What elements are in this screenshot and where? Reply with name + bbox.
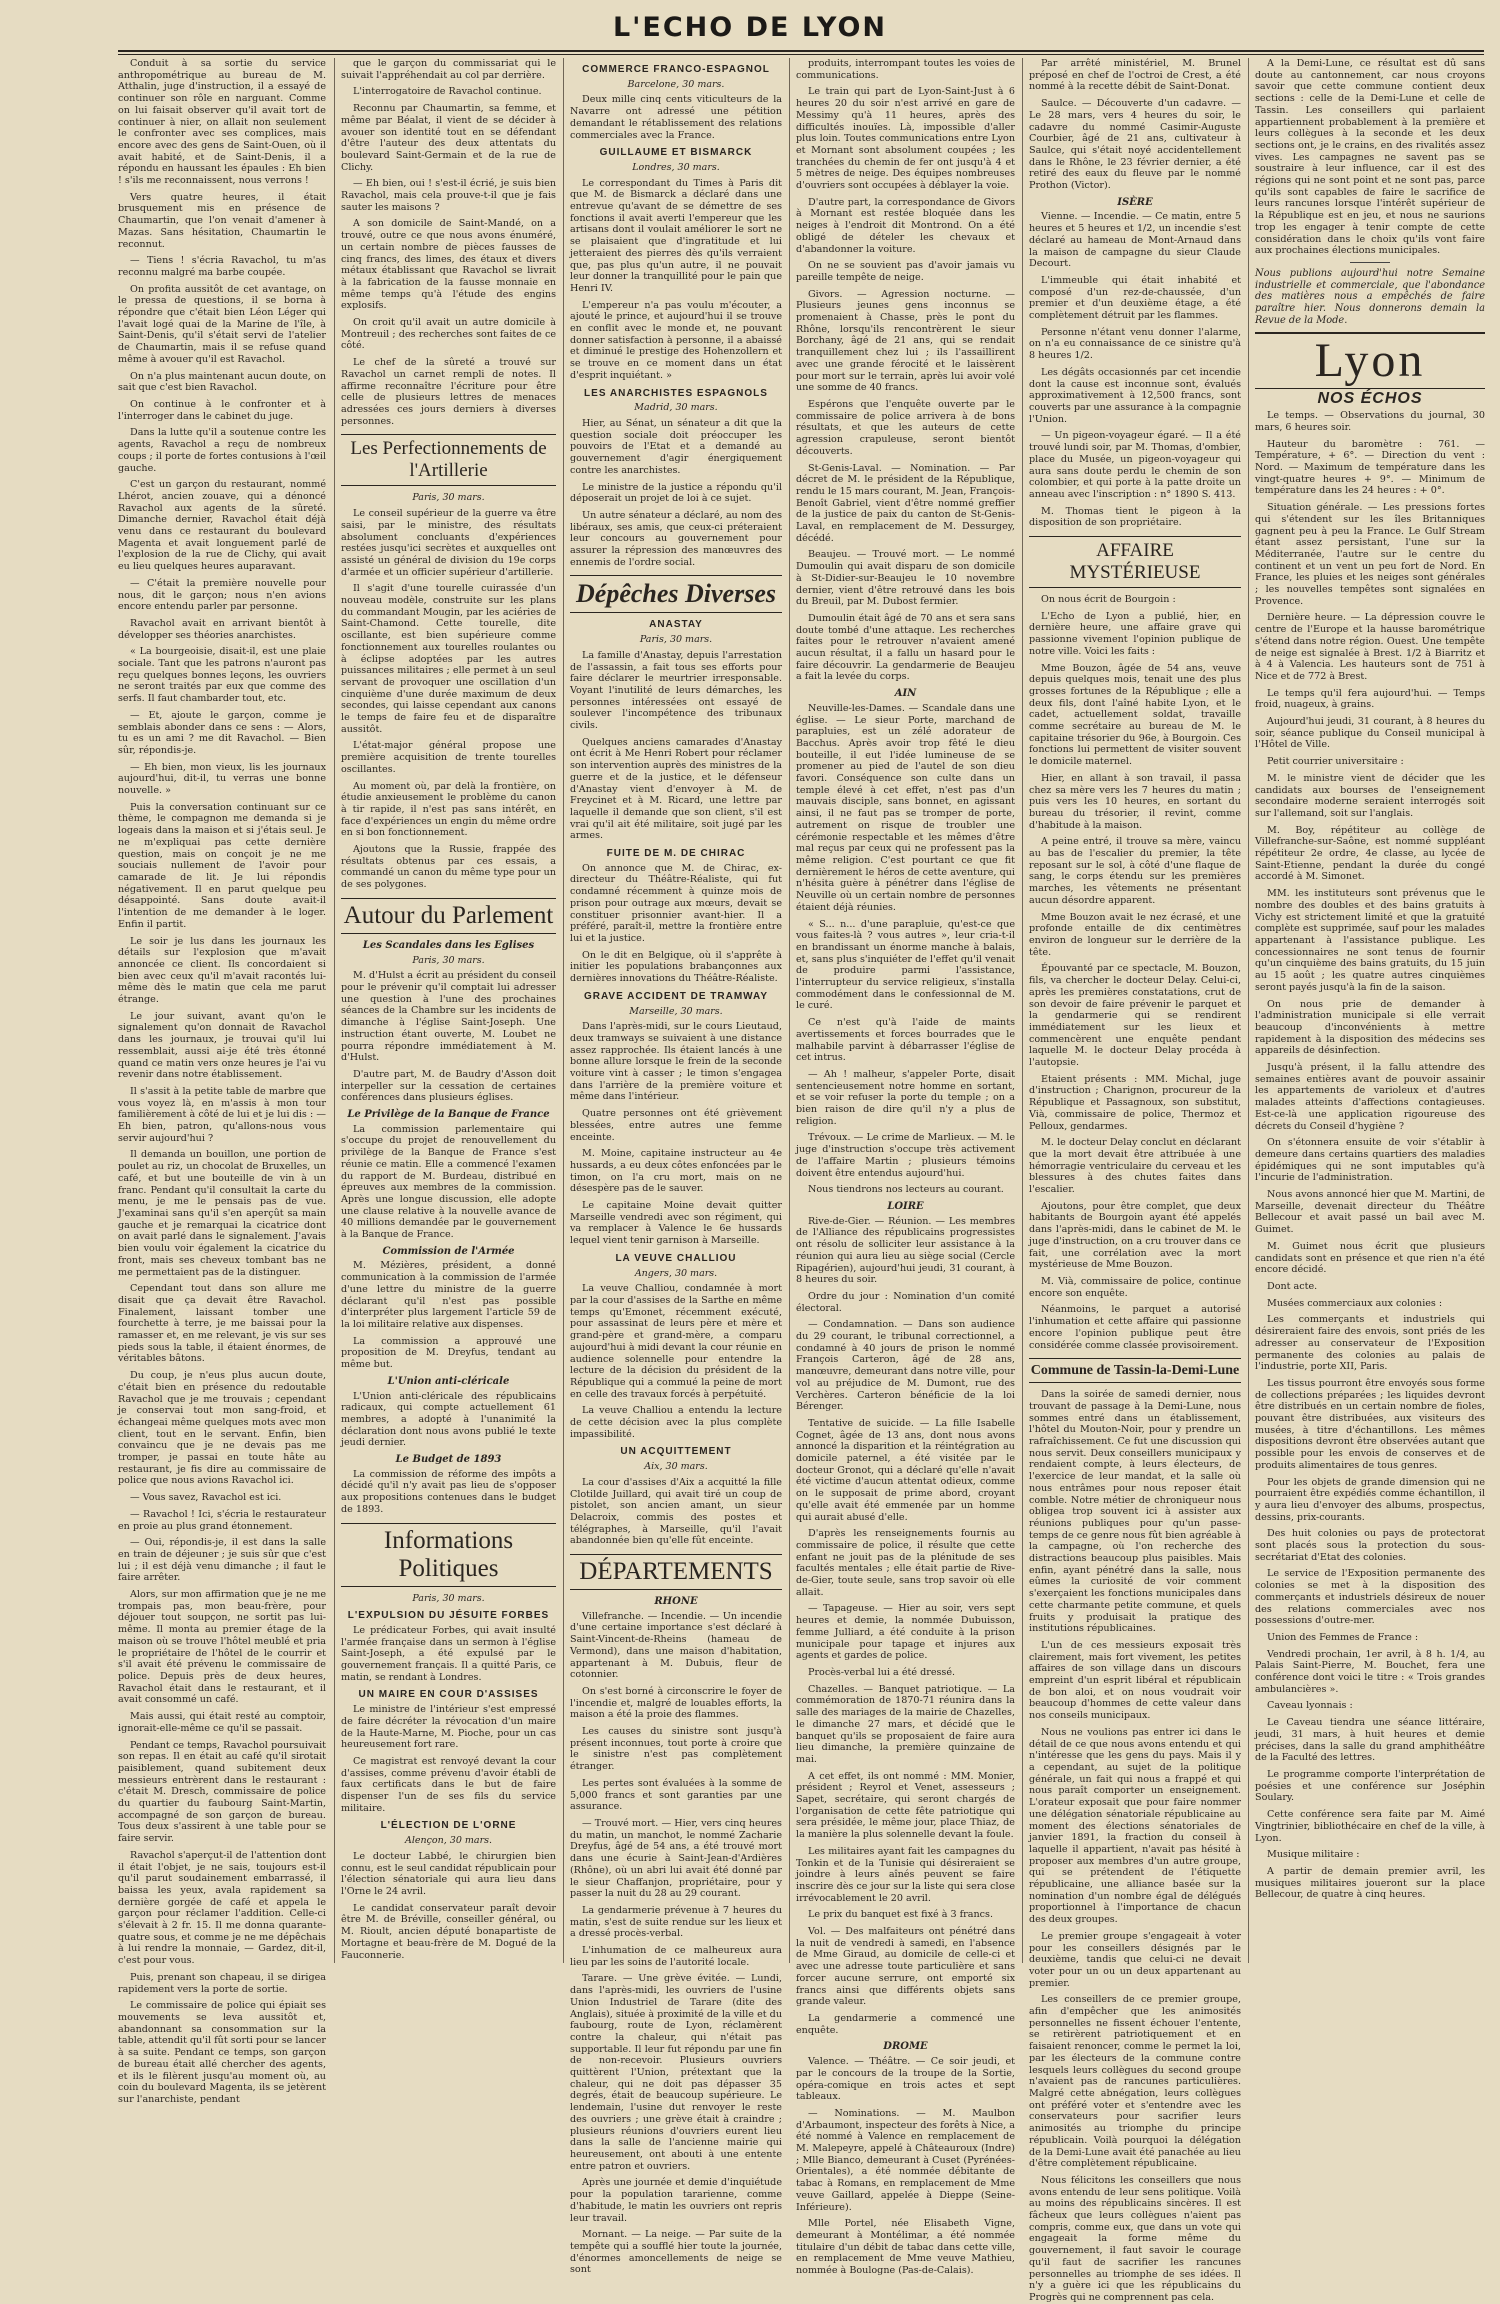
article-ain: [796, 703, 1015, 1196]
rubric-tramway: GRAVE ACCIDENT DE TRAMWAY: [583, 990, 769, 1002]
article-bismarck: [570, 178, 782, 382]
paragraph: D'après les renseignements fournis au commissaire de police, il résulte que cette enfant ne jouit pas de la plénitude de ses facultés mentales ; elle était partie de Rive-de-Gier, toute seule, sans trop savoir où elle allait.: [796, 1528, 1015, 1598]
paragraph: Le candidat conservateur paraît devoir être M. de Bréville, conseiller général, ou M. Rioult, ancien député bonapartiste de Mortagne et beau-frère de M. Dogué de la Fauconnerie.: [341, 1902, 556, 1961]
paragraph: Nous ne voulions pas entrer ici dans le détail de ce que nous avons entendu et qui n'intéresse que les gens du pays. Mais il y a cependant, au sujet de la politique générale, un fait qui nous a frappé et qui nous paraît comporter un enseignement. L'orateur exposait que pour faire nommer une délégation sénatoriale républicaine au moment des élections sénatoriales de janvier 1891, la fraction du conseil à laquelle il appartient, n'avait pas hésité à proposer aux membres d'un autre groupe, qui se prétendent de l'étiquette républicaine, une alliance basée sur la nomination d'un nombre égal de délégués proportionnel à l'importance de chacun des deux groupes.: [1029, 1726, 1241, 1926]
column-separator: [563, 58, 564, 1963]
paragraph: Les commerçants et industriels qui désireraient faire des envois, sont priés de les adresser au conservateur de l'Exposition permanente des colonies au palais de l'industrie, porte XII, Paris.: [1255, 1314, 1485, 1373]
paragraph: Union des Femmes de France :: [1267, 1631, 1419, 1643]
paragraph: Cette conférence sera faite par M. Aimé Vingtrinier, bibliothécaire en chef de la ville, à Lyon.: [1255, 1809, 1485, 1844]
article-tassin: [1029, 1389, 1241, 2303]
paragraph: La veuve Challiou, condamnée à mort par la cour d'assises de la Sarthe en même temps qu'Emonet, récemment exécuté, pour assassinat de leurs père et mère et grand-père et grand-mère, a comparu aujourd'hui à midi devant la cour réunie en audience solennelle pour entendre la lecture de la décision du président de la République qui a commué la peine de mort en celle des travaux forcés à perpétuité.: [570, 1283, 782, 1400]
column-1: [118, 58, 326, 2105]
paragraph: Le docteur Labbé, le chirurgien bien connu, est le seul candidat républicain pour l'élection sénatoriale qui aura lieu dans l'Orne le 24 avril.: [341, 1850, 556, 1897]
column-separator: [334, 58, 335, 1963]
article-ravachol-continued: [341, 58, 556, 427]
paragraph: Beaujeu. — Trouvé mort. — Le nommé Dumoulin qui avait disparu de son domicile à St-Didier-sur-Beaujeu le 10 novembre dernier, vient d'être retrouvé dans les bois du Breuil, par M. Dubost fermier.: [796, 549, 1015, 608]
paragraph: Cependant tout dans son allure me disait que ça devait être Ravachol. Finalement, laissant tomber une fourchette à terre, je me baissai pour la ramasser et, en me relevant, je vis sur ses pieds sous la table, il étaient énormes, de véritables bâtons.: [118, 1283, 326, 1365]
paragraph: Le soir je lus dans les journaux les détails sur l'explosion que m'avait annoncée ce client. Ils concordaient si bien avec ceux qu'il m'avait racontés lui-même dès le matin que cela me parut étrange.: [118, 935, 326, 1006]
paragraph: Conduit à sa sortie du service anthropométrique au bureau de M. Atthalin, juge d'instruction, il a essayé de continuer son rôle en narguant. Comme on lui faisait observer qu'il avait tort de continuer à nier, on allait non seulement le confronter avec ses complices, mais encore avec des gens de Saint-Ouen, où il avait habité, et de Saint-Denis, il a répondu en haussant les épaules : Eh bien ! s'ils me reconnaissent, nous verrons !: [118, 58, 326, 187]
paragraph: La veuve Challiou a entendu la lecture de cette décision avec la plus complète impassibilité.: [570, 1405, 782, 1440]
paragraph: Hier, au Sénat, un sénateur a dit que la question sociale doit préoccuper les pouvoirs de l'Etat et a demandé au gouvernement d'agir énergiquement contre les anarchistes.: [570, 417, 782, 476]
rubric-maire: UN MAIRE EN COUR D'ASSISES: [358, 1689, 539, 1701]
paragraph: Le temps. — Observations du journal, 30 mars, 6 heures soir.: [1255, 410, 1485, 433]
paragraph: MM. les instituteurs sont prévenus que le nombre des doubles et des bains gratuits à Vichy est strictement limité et que la gratuité complète est supprimée, sauf pour les malades appartenant à l'assistance publique. Les concessionnaires ne sont tenus de fournir qu'un cinquième des bains gratuits, du 15 juin au 15 août ; les quatre autres cinquièmes seront payés jusqu'à la fin de la saison.: [1255, 888, 1485, 993]
section-heading-depeches: Dépêches Diverses: [570, 575, 782, 613]
paragraph: — Nominations. — M. Maulbon d'Arbaumont, inspecteur des forêts à Nice, a été nommé à Valence en remplacement de M. Malepeyre, appelé à Châteauroux (Indre) ; Mlle Bianco, demeurant à Cuset (Pyrénées-Orientales), a été nommée débitante de tabac à Romans, en remplacement de Mme veuve Gaillard, appelée à Dieppe (Seine-Inférieure).: [796, 2107, 1015, 2213]
column-2: [341, 58, 556, 1963]
rubric-bismarck: GUILLAUME ET BISMARCK: [599, 147, 753, 159]
dateline: Angers, 30 mars.: [634, 1267, 718, 1279]
paragraph: Ravachol avait en arrivant bientôt à développer ses théories anarchistes.: [118, 617, 326, 641]
article-chirac: [570, 863, 782, 985]
masthead: [0, 0, 1500, 58]
paragraph: St-Genis-Laval. — Nomination. — Par décret de M. le président de la République, rendu le 15 mars courant, M. Jean, François-Benoît Gabriel, vient d'être nommé greffier de la justice de paix du canton de St-Genis-Laval, en remplacement de M. Dessurgey, décédé.: [796, 462, 1015, 544]
article-budget: [341, 1469, 556, 1516]
paragraph: M. Thomas tient le pigeon à la disposition de son propriétaire.: [1029, 505, 1241, 529]
paragraph: Il s'agit d'une tourelle cuirassée d'un nouveau modèle, construite sur les plans du commandant Mougin, par les aciéries de Saint-Chamond. Cette tourelle, dite oscillante, est bien supérieure comme fonctionnement aux tourelles roulantes ou à éclipse adoptées par les autres puissances militaires ; elle permet à un seul servant de provoquer une oscillation d'un cinquième d'une durée maximum de deux secondes, qui laisse cependant aux canons le temps de faire feu et de disparaître aussitôt.: [341, 583, 556, 735]
article-union: [341, 1391, 556, 1450]
paragraph: Les militaires ayant fait les campagnes du Tonkin et de la Tunisie qui désireraient se joindre à leurs aînés peuvent se faire inscrire dès ce jour sur la liste qui sera close irrévocablement le 20 avril.: [796, 1845, 1015, 1904]
article-affaire-mysterieuse: [1029, 594, 1241, 1351]
article-scandales: [341, 970, 556, 1104]
paragraph: M. le docteur Delay conclut en déclarant que la mort devait être attribuée à une hémorragie ventriculaire du cerveau et les blessures à des chutes faites dans l'escalier.: [1029, 1137, 1241, 1196]
article-drome: [796, 2056, 1015, 2277]
paragraph: On continue à le confronter et à l'interroger dans le cabinet du juge.: [118, 398, 326, 422]
paragraph: — Ravachol ! Ici, s'écria le restaurateur en proie au plus grand étonnement.: [118, 1508, 326, 1532]
section-heading-parlement: Autour du Parlement: [341, 898, 556, 934]
paragraph: Musique militaire :: [1267, 1849, 1360, 1861]
paragraph: Mornant. — La neige. — Par suite de la tempête qui a soufflé hier toute la journée, d'énormes amoncellements de neige se sont: [570, 2229, 782, 2276]
paragraph: Dans l'après-midi, sur le cours Lieutaud, deux tramways se suivaient à une distance assez rapprochée. Ils étaient lancés à une bonne allure lorsque le frein de la seconde voiture vint à casser ; le timon s'engagea dans l'arrière de la première voiture et même dans l'intérieur.: [570, 1021, 782, 1103]
paragraph: La cour d'assises d'Aix a acquitté la fille Clotilde Juillard, qui avait tiré un coup de pistolet, son ancien amant, un sieur Delacroix, commis des postes et télégraphes, à Marseille, qu'il l'avait abandonnée bien qu'elle fût enceinte.: [570, 1476, 782, 1547]
paragraph: Ajoutons, pour être complet, que deux habitants de Bourgoin ayant été appelés dans l'après-midi, dans le cabinet de M. le juge d'instruction, on a cru trouver dans ce fait, une corrélation avec la mort mystérieuse de Mme Bouzon.: [1029, 1200, 1241, 1271]
dateline: Madrid, 30 mars.: [634, 402, 718, 414]
paragraph: Dernière heure. — La dépression couvre le centre de l'Europe et la hausse barométrique s'étend dans notre région. Ouest. Une tempête de neige est signalée à Brest. 1/2 à Biarritz et à 4 à Valencia. Les hauteurs sont de 751 à Nice et de 772 à Brest.: [1255, 612, 1485, 682]
paragraph: « S... n... d'une parapluie, qu'est-ce que vous faites-là ? vous autres », leur cria-t-il en brandissant un énorme manche à balais, et, sans plus s'inquiéter de l'effet qu'il venait de produire parmi l'assistance, l'interrupteur du service religieux, s'installa commodément dans le confessionnal de M. le curé.: [796, 918, 1015, 1012]
paragraph: Situation générale. — Les pressions fortes qui s'étendent sur les îles Britanniques gagnent peu à peu la France. Le Gulf Stream étant assez persistant, l'une sur la Méditerranée, l'autre sur le centre du continent et un vent un peu fort de Nord. En France, les pluies et les neiges sont générales ; les nouvelles tempêtes sont signalées en Provence.: [1255, 502, 1485, 607]
divider: [1350, 262, 1390, 263]
paragraph: Hier, en allant à son travail, il passa chez sa mère vers les 7 heures du matin ; puis vers les 10 heures, en sortant du bureau du trésorier, il revint, comme d'habitude à la maison.: [1029, 772, 1241, 831]
paragraph: Mme Bouzon, âgée de 54 ans, veuve depuis quelques mois, tenait une des plus grosses fortunes de la République ; elle a deux fils, dont l'aîné habite Lyon, et le cadet, actuellement soldat, travaille comme secrétaire au bureau de M. le capitaine trésorier du 96e, à Bourgoin. Ces fonctions lui permettent de visiter souvent le domicile maternel.: [1029, 662, 1241, 768]
paragraph: — Tiens ! s'écria Ravachol, tu m'as reconnu malgré ma barbe coupée.: [118, 255, 326, 278]
paragraph: Chazelles. — Banquet patriotique. — La commémoration de 1870-71 réunira dans la salle des mariages de la mairie de Chazelles, le dimanche 27 mars, et décidé que le banquet qu'ils se proposaient de faire aura lieu dimanche, la première quinzaine de mai.: [796, 1683, 1015, 1765]
paragraph: D'autre part, M. de Baudry d'Asson doit interpeller sur la cessation de certaines conférences dans plusieurs églises.: [341, 1068, 556, 1104]
paragraph: Vol. — Des malfaiteurs ont pénétré dans la nuit de vendredi à samedi, en l'absence de Mme Giraud, au domicile de celle-ci et avec une adresse toute particulière et sans forcer aucune serrure, ont emporté six francs ainsi que différents objets sans grande valeur.: [796, 1926, 1015, 2008]
paragraph: Nous félicitons les conseillers que nous avons entendu de leur sens politique. Voilà au moins des républicains sincères. Il est fâcheux que leurs collègues n'aient pas compris, comme eux, que dans un vote qui engageait la forme même du gouvernement, il faut savoir le courage qu'il faut de sacrifier les rancunes personnelles au triomphe de ses idées. Il n'y a guère ici que les républicains du Progrès qui ne comprennent pas cela.: [1029, 2174, 1241, 2303]
paragraph: M. Moine, capitaine instructeur au 4e hussards, a eu deux côtes enfoncées par le timon, on l'a cru mort, mais on ne désespère pas de le sauver.: [570, 1148, 782, 1195]
paragraph: Les dégâts occasionnés par cet incendie dont la cause est inconnue sont, évalués approximativement à 12,500 francs, sont couverts par une assurance à la compagnie l'Union.: [1029, 366, 1241, 425]
paragraph: A cet effet, ils ont nommé : MM. Monier, président ; Reyrol et Venet, assesseurs ; Sapet, secrétaire, qui seront chargés de l'organisation de cette fête patriotique qui sera présidée, le même jour, place Thiaz, de la manière la plus solennelle devant la foule.: [796, 1770, 1015, 1841]
paragraph: Pour les objets de grande dimension qui ne pourraient être expédiés comme échantillon, il y aura lieu d'envoyer des albums, prospectus, dessins, prix-courants.: [1255, 1476, 1485, 1523]
dateline: Alençon, 30 mars.: [404, 1835, 493, 1847]
article-armee: [341, 1260, 556, 1370]
paragraph: Dumoulin était âgé de 70 ans et sera sans doute tombé d'une attaque. Les recherches faites pour le retrouver n'avaient amené aucun résultat, il a fallu un hasard pour le faire découvrir. La gendarmerie de Beaujeu a fait la levée du corps.: [796, 612, 1015, 683]
rubric-forbes: L'EXPULSION DU JÉSUITE FORBES: [347, 1610, 550, 1622]
subheading-nos-echos: NOS ÉCHOS: [1317, 390, 1423, 408]
paragraph: M. Boy, répétiteur au collège de Villefranche-sur-Saône, est nommé suppléant répétiteur 2e ordre, 4e classe, au lycée de Saint-Etienne, pendant la durée du congé accordé à M. Simonet.: [1255, 824, 1485, 883]
paragraph: Le prédicateur Forbes, qui avait insulté l'armée française dans un sermon à l'église Saint-Joseph, a été expulsé par le gouvernement français. Il a quitté Paris, ce matin, se rendant à Londres.: [341, 1624, 556, 1683]
article-loire: [796, 1216, 1015, 2037]
paragraph: On profita aussitôt de cet avantage, on le pressa de questions, il se borna à répondre que c'était bien Léon Léger qui l'avait logé quai de la Marine de l'île, à Saint-Denis, qu'il s'était servi de l'atelier de Chaumartin, mais il se refuse quand même à avouer qu'il est Ravachol.: [118, 283, 326, 365]
article-nos-echos: [1255, 410, 1485, 1901]
paragraph: Mais aussi, qui était resté au comptoir, ignorait-elle-même ce qu'il se passait.: [118, 1711, 326, 1734]
section-heading-affaire: AFFAIRE MYSTÉRIEUSE: [1029, 536, 1241, 588]
rubric-chirac: FUITE DE M. DE CHIRAC: [606, 848, 746, 860]
subheading-drome: DROME: [883, 2041, 928, 2053]
subheading-banque: Le Privilège de la Banque de France: [347, 1109, 550, 1121]
dateline: Paris, 30 mars.: [412, 492, 485, 504]
paragraph: Tarare. — Une grève évitée. — Lundi, dans l'après-midi, les ouvriers de l'usine Union Industriel de Tarare (dite des Anglais), située à proximité de la ville et du faubourg, route de Lyon, réclamèrent contre la chaleur, qui n'était pas supportable. Il leur fut répondu par une fin de non-recevoir. Plusieurs ouvriers quittèrent l'Union, prétextant que la chaleur, qui ne doit pas dépasser 35 degrés, était de beaucoup supérieure. Le lendemain, l'usine dut renvoyer le reste des ouvriers ; une grève était à craindre ; plusieurs réunions d'ouvriers eurent lieu dans la salle de l'ancienne mairie qui heureusement, ont abouti à une entente entre patron et ouvriers.: [570, 1973, 782, 2172]
paragraph: Il demanda un bouillon, une portion de poulet au riz, un chocolat de Bruxelles, un café, et but une bouteille de vin à un franc. Pendant qu'il consultait la carte du menu, je me le pensais pas de vue. J'examinai sans qu'il s'en aperçût sa main gauche et je remarquai la cicatrice dont on avait parlé dans le signalement. J'avais bien voulu voir également la cicatrice du front, mais ses cheveux tombant bas ne me permettaient pas de la distinguer.: [118, 1149, 326, 1278]
column-5: [1029, 58, 1241, 2303]
paragraph: Un autre sénateur a déclaré, au nom des libéraux, ses amis, que ceux-ci préteraient leur concours au gouvernement pour assurer la répression des manœuvres des ennemis de l'ordre social.: [570, 509, 782, 568]
article-maire: [341, 1704, 556, 1814]
paragraph: Le ministre de l'intérieur s'est empressé de faire décréter la révocation d'un maire de la Haute-Marne, M. Pioche, pour un cas heureusement fort rare.: [341, 1704, 556, 1751]
paragraph: Alors, sur mon affirmation que je ne me trompais pas, mon beau-frère, pour déjouer tout soupçon, ne sortit pas lui-même. Il monta au premier étage de la maison où se trouve l'hôtel meublé et pria le propriétaire de l'hôtel de le courrir et s'il avait été prévenu le commissaire de police. Depuis près de deux heures, Ravachol était dans le restaurant, et il avait consommé un café.: [118, 1589, 326, 1706]
paragraph: A peine entré, il trouve sa mère, vaincu au bas de l'escalier du premier, la tête reposant sur le sol, à côté d'une flaque de sang, le corps étendu sur les premières marches, les vêtements ne présentant aucun désordre apparent.: [1029, 836, 1241, 906]
subheading-rhone: RHONE: [654, 1596, 698, 1608]
paragraph: Le ministre de la justice a répondu qu'il déposerait un projet de loi à ce sujet.: [570, 481, 782, 505]
subheading-scandales: Les Scandales dans les Eglises: [362, 939, 535, 951]
paragraph: Procès-verbal lui a été dressé.: [808, 1667, 956, 1678]
paragraph: On s'étonnera ensuite de voir s'établir à demeure dans certains quartiers des maladies épidémiques qui ne sont imputables qu'à l'incurie de l'administration.: [1255, 1137, 1485, 1184]
column-separator: [789, 58, 790, 1963]
paragraph: Les pertes sont évaluées à la somme de 5,000 francs et sont garanties par une assurance.: [570, 1777, 782, 1813]
article-ravachol-arrest: [118, 58, 326, 2106]
paragraph: Rive-de-Gier. — Réunion. — Les membres de l'Alliance des républicains progressistes ont résolu de solliciter leur assistance à la réunion qui aura lieu au siège social (Cercle Ripagérien), aujourd'hui jeudi, 31 courant, à 8 heures du soir.: [796, 1215, 1015, 1286]
article-commerce: [570, 94, 782, 141]
paragraph: Ajoutons que la Russie, frappée des résultats obtenus par ces essais, a commandé un canon du même type pour un de ses polygones.: [341, 844, 556, 891]
dateline: Paris, 30 mars.: [412, 1592, 485, 1604]
paragraph: Personne n'étant venu donner l'alarme, on n'a eu connaissance de ce sinistre qu'à 8 heures 1/2.: [1029, 326, 1241, 362]
paragraph: On ne se souvient pas d'avoir jamais vu pareille tempête de neige.: [796, 260, 1015, 283]
paragraph: Ordre du jour : Nomination d'un comité électoral.: [796, 1290, 1015, 1314]
paragraph: — Et, ajoute le garçon, comme je semblais abonder dans ce sens : — Alors, tu es un ami ? me dit Ravachol. — Bien sûr, répondis-je.: [118, 709, 326, 756]
paragraph: A partir de demain premier avril, les musiques militaires joueront sur la place Bellecour, de quatre à cinq heures.: [1255, 1865, 1485, 1901]
paragraph: On croit qu'il avait un autre domicile à Montreuil ; des recherches sont faites de ce côté.: [341, 317, 556, 352]
masthead-rule: [118, 50, 1484, 52]
subheading-union: L'Union anti-cléricale: [387, 1375, 510, 1387]
paragraph: L'un de ces messieurs exposait très clairement, mais fort vivement, les petites affaires de son village dans un discours empreint d'un esprit libéral et républicain de bon aloi, et on nous voudrait voir beaucoup d'hommes de cette valeur dans nos conseils municipaux.: [1029, 1639, 1241, 1722]
dateline: Marseille, 30 mars.: [629, 1005, 723, 1017]
paragraph: M. Mézières, président, a donné communication à la commission de l'armée d'une lettre du ministre de la guerre déclarant qu'il n'est pas possible d'interpréter plus largement l'article 59 de la loi militaire relative aux dispenses.: [341, 1260, 556, 1330]
paragraph: A son domicile de Saint-Mandé, on a trouvé, outre ce que nous avons énuméré, un certain nombre de pièces fausses de cinq francs, des limes, des étaux et divers métaux établissant que Ravachol se livrait à la fabrication de la fausse monnaie en même temps qu'à l'étude des engins explosifs.: [341, 218, 556, 312]
paragraph: A la Demi-Lune, ce résultat est dû sans doute au cantonnement, car nous croyons savoir que cette commune contient deux sections : celle de la Demi-Lune et celle de Tassin. Les conseillers qui parlaient appartiennent probablement à la première et leurs collègues à la seconde et les deux sections ont, je le crains, en des rivalités assez vives. Les campagnes ne savent pas se soustraire à leur influence, car il est des régions qui ne sont point et ne sont pas, parce qu'ils sont capables de faire le sacrifice de leurs rancunes lorsque l'intérêt supérieur de la République est en jeu, et nous ne saurions trop les engager à tenir compte de cette considération dans le choix qu'ils vont faire aux prochaines élections municipales.: [1255, 58, 1485, 257]
subheading-ain: AIN: [894, 688, 917, 700]
paragraph: Quatre personnes ont été grièvement blessées, entre autres une femme enceinte.: [570, 1108, 782, 1143]
paragraph: Le commissaire de police qui épiait ses mouvements se leva aussitôt et, abandonnant sa consommation sur la table, attendit qu'il fût sorti pour se lancer à sa suite. Pendant ce temps, son garçon de bureau était allé chercher des agents, et ils le filèrent jusqu'au moment où, au coin du boulevard Magenta, ils se jetèrent sur l'anarchiste, pendant: [118, 2000, 326, 2105]
paragraph: L'interrogatoire de Ravachol continue.: [353, 86, 542, 98]
paragraph: que le garçon du commissariat qui le suivait l'appréhendait au col par derrière.: [341, 58, 556, 81]
article-tassin-continued: [1255, 58, 1485, 257]
paragraph: Neuville-les-Dames. — Scandale dans une église. — Le sieur Porte, marchand de parapluies, est un zélé adorateur de Bacchus. Après avoir trop fêté le dieu bouteille, il eut l'idée lumineuse de se promener au pied de l'autel de son dieu favori. Conséquence son culte dans un temple élevé à cet effet, n'est pas d'un mauvais disciple, sans bonnet, en agissant ainsi, il ne faut pas se tromper de porte, autrement on risque de troubler une cérémonie respectable et les mêmes d'être mal reçus par ceux qui ne professent pas la même religion. C'est pourtant ce que fit dernièrement le héros de cette aventure, qui n'hésita guère à pénétrer dans l'église de Neuville où un certain nombre de personnes étaient déjà réunies.: [796, 702, 1015, 913]
paragraph: Jusqu'à présent, il la fallu attendre des semaines entières avant de pouvoir assainir les appartements de varioleux et d'autres malades atteints d'affections contagieuses. Est-ce-là une application rigoureuse des décrets du Conseil d'hygiène ?: [1255, 1062, 1485, 1132]
paragraph: Dans la soirée de samedi dernier, nous trouvant de passage à la Demi-Lune, nous sommes entré dans un établissement, l'hôtel du Mouton-Noir, pour y prendre un rafraîchissement. Ce fut une discussion qui nous servit. Deux conseillers municipaux y rendaient compte, à leurs électeurs, de l'exercice de leur mandat, et la salle où nous entrâmes pour nous reposer était comble. Notre métier de chroniqueur nous obligea trop souvent ici à assister aux réunions publiques pour qu'un passe-temps de ce genre nous fût bien agréable à la campagne, où l'on recherche des distractions beaucoup plus paisibles. Mais enfin, ayant pénétré dans la salle, nous eûmes la curiosité de voir comment s'exerçaient les fonctions municipales dans cette charmante petite commune, et quels fruits y produisait la pratique des institutions républicaines.: [1029, 1389, 1241, 1635]
paragraph: La gendarmerie a commencé une enquête.: [796, 2012, 1015, 2036]
paragraph: Villefranche. — Incendie. — Un incendie d'une certaine importance s'est déclaré à Saint-Vincent-de-Rheins (hameau de Vermond), dans une maison d'habitation, appartenant à M. Dubuis, fleur de cotonnier.: [570, 1610, 782, 1681]
paragraph: On n'a plus maintenant aucun doute, on sait que c'est bien Ravachol.: [118, 370, 326, 394]
column-separator: [1022, 58, 1023, 1963]
paragraph: Mme Bouzon avait le nez écrasé, et une profonde entaille de dix centimètres environ de longueur sur le derrière de la tête.: [1029, 911, 1241, 958]
paragraph: Il s'assit à la petite table de marbre que vous voyez là, en m'assis à mon tour familièrement à côté de lui et je lui dis : — Eh bien, patron, qu'allons-nous vous servir aujourd'hui ?: [118, 1085, 326, 1144]
paragraph: Vendredi prochain, 1er avril, à 8 h. 1/4, au Palais Saint-Pierre, M. Bouchet, fera une conférence dont voici le titre : « Trois grandes ambulancières ».: [1255, 1648, 1485, 1695]
paragraph: — Vous savez, Ravachol est ici.: [130, 1492, 282, 1504]
paragraph: Du coup, je n'eus plus aucun doute, c'était bien en présence du redoutable Ravachol que je me trouvais ; cependant je conservai tout mon sang-froid, et échangeai même quelques mots avec mon client, tout en le servant. Enfin, bien convaincu que je ne devais pas me tromper, je passai en toute hâte au restaurant, je fis dire au commissaire de police que nous avions Ravachol ici.: [118, 1370, 326, 1487]
section-heading-departements: DÉPARTEMENTS: [570, 1554, 782, 1590]
paragraph: Le conseil supérieur de la guerre va être saisi, par le ministre, des résultats absolument concluants d'expériences restées jusqu'ici secrètes et auxquelles ont assisté un général de division du 19e corps d'armée et un officier supérieur d'artillerie.: [341, 508, 556, 578]
subheading-isere: ISÈRE: [1117, 196, 1153, 208]
paragraph: Espérons que l'enquête ouverte par le commissaire de police arrivera à de bons résultats, et que les auteurs de cette agression crapuleuse, seront bientôt découverts.: [796, 398, 1015, 457]
column-separator: [1248, 58, 1249, 1963]
paragraph: Le temps qu'il fera aujourd'hui. — Temps froid, nuageux, à grains.: [1255, 687, 1485, 711]
section-heading-lyon: Lyon: [1255, 332, 1485, 389]
paragraph: — Oui, répondis-je, il est dans la salle en train de déjeuner ; je suis sûr que c'est lui ; il est déjà venu dimanche ; il faut le faire arrêter.: [118, 1537, 326, 1584]
paragraph: Givors. — Agression nocturne. — Plusieurs jeunes gens inconnus se promenaient à Chasse, près le pont du Rhône, lorsqu'ils rencontrèrent le sieur Borchany, âgé de 21 ans, qui se rendait tranquillement chez lui ; ils l'assaillirent avec une grande férocité et le laissèrent pour mort sur le terrain, après lui avoir volé une somme de 40 francs.: [796, 288, 1015, 394]
paragraph: Reconnu par Chaumartin, sa femme, et même par Béalat, il vient de se décider à avouer son identité tout en se défendant d'être l'auteur des deux attentats du boulevard Saint-Germain et de la rue de Clichy.: [341, 103, 556, 173]
article-tramway: [570, 1021, 782, 1247]
paragraph: Le Caveau tiendra une séance littéraire, jeudi, 31 mars, à huit heures et demie précises, dans la salle du grand amphithéâtre de la Faculté des lettres.: [1255, 1717, 1485, 1764]
paragraph: Le service de l'Exposition permanente des colonies se met à la disposition des commerçants et industriels désireux de nouer des relations commerciales avec nos possessions d'outre-mer.: [1255, 1568, 1485, 1627]
paragraph: Pendant ce temps, Ravachol poursuivait son repas. Il en était au café qu'il sirotait paisiblement, quand subitement deux messieurs entrèrent dans le restaurant : c'était M. Dresch, commissaire de police du quartier du faubourg Saint-Martin, accompagné de son garçon de bureau. Tous deux s'assirent à une table pour se faire servir.: [118, 1739, 326, 1845]
paragraph: C'est un garçon du restaurant, nommé Lhérot, ancien zouave, qui a dénoncé Ravachol aux agents de la sûreté. Dimanche dernier, Ravachol était déjà venu dans ce restaurant du boulevard Magenta et avait longuement parlé de l'explosion de la rue de Clichy, qui avait eu lieu quelques heures auparavant.: [118, 479, 326, 573]
paragraph: Saulce. — Découverte d'un cadavre. — Le 28 mars, vers 4 heures du soir, le cadavre du nommé Casimir-Auguste Courbier, âgé de 21 ans, cultivateur à Saulce, qui s'était noyé accidentellement dans le Rhône, le 23 février dernier, a été retiré des eaux du fleuve par le nommé Prothon (Victor).: [1029, 98, 1241, 192]
paragraph: L'Echo de Lyon a publié, hier, en dernière heure, une affaire grave qui passionne vivement l'opinion publique de notre ville. Voici les faits :: [1029, 610, 1241, 657]
masthead-rule-thin: [118, 54, 1484, 55]
paragraph: D'autre part, la correspondance de Givors à Mornant est restée bloquée dans les neiges à l'endroit dit Montrond. On a été obligé de dételer les chevaux et d'abandonner la voiture.: [796, 196, 1015, 255]
editorial-notice: Nous publions aujourd'hui notre Semaine industrielle et commerciale, que l'abondance des matières nous a empêchés de faire paraître hier. Nous donnerons demain la Revue de la Mode.: [1255, 267, 1485, 326]
paragraph: Caveau lyonnais :: [1267, 1700, 1353, 1712]
paragraph: — Un pigeon-voyageur égaré. — Il a été trouvé lundi soir, par M. Thomas, d'ombier, place du Musée, un pigeon-voyageur qui aura sans doute perdu le chemin de son colombier, et qui porte à la patte droite un anneau avec l'inscription : n° 1890 S. 413.: [1029, 430, 1241, 500]
paragraph: Les causes du sinistre sont jusqu'à présent inconnues, tout porte à croire que le sinistre n'est pas complètement étranger.: [570, 1726, 782, 1773]
paragraph: Nous tiendrons nos lecteurs au courant.: [808, 1184, 1004, 1196]
paragraph: Le chef de la sûreté a trouvé sur Ravachol un carnet rempli de notes. Il affirme reconnaître l'écriture pour être celle de plusieurs lettres de menaces adressées ces jours derniers à diverses personnes.: [341, 357, 556, 427]
column-6: [1255, 58, 1485, 1963]
paragraph: L'immeuble qui était inhabité et composé d'un rez-de-chaussée, d'un premier et d'un deuxième étage, a été complètement détruit par les flammes.: [1029, 274, 1241, 322]
paragraph: — Eh bien, mon vieux, lis les journaux aujourd'hui, dit-il, tu verras une bonne nouvelle. »: [118, 761, 326, 797]
paragraph: — Condamnation. — Dans son audience du 29 courant, le tribunal correctionnel, a condamné à 40 jours de prison le nommé François Carteron, âgé de 28 ans, manœuvre, demeurant dans notre ville, pour vol au préjudice de M. Dumont, rue des Verchères. Carteron bénéficie de la loi Bérenger.: [796, 1319, 1015, 1413]
newspaper-title: L'ECHO DE LYON: [612, 12, 888, 43]
paragraph: M. Vià, commissaire de police, continue encore son enquête.: [1029, 1275, 1241, 1299]
paragraph: L'inhumation de ce malheureux aura lieu par les soins de l'autorité locale.: [570, 1945, 782, 1968]
rubric-challiou: LA VEUVE CHALLIOU: [615, 1252, 737, 1264]
paragraph: Puis, prenant son chapeau, il se dirigea rapidement vers la porte de sortie.: [118, 1971, 326, 1995]
paragraph: On nous écrit de Bourgoin :: [1041, 594, 1176, 606]
rubric-orne: L'ÉLECTION DE L'ORNE: [380, 1820, 517, 1832]
article-banque: [341, 1124, 556, 1241]
dateline: Paris, 30 mars.: [639, 634, 713, 646]
article-acquittement: [570, 1477, 782, 1547]
article-forbes: [341, 1625, 556, 1684]
paragraph: Par arrêté ministériel, M. Brunel préposé en chef de l'octroi de Crest, a été nommé à la recette débit de Saint-Donat.: [1029, 58, 1241, 93]
rubric-acquittement: UN ACQUITTEMENT: [620, 1446, 732, 1458]
paragraph: Ravachol s'aperçut-il de l'attention dont il était l'objet, je ne sais, toujours est-il qu'il parut soudainement embarrassé, il baissa les yeux, avala rapidement sa dernière gorgée de café et appela le garçon pour réclamer l'addition. Celle-ci s'élevait à 2 fr. 15. Il me donna quarante-quatre sous, et comme je ne me dépêchais à lui rendre la monnaie, — Gardez, dit-il, c'est pour vous.: [118, 1849, 326, 1967]
paragraph: Mlle Portel, née Elisabeth Vigne, demeurant à Montélimar, a été nommée titulaire d'un débit de tabac dans cette ville, en remplacement de Mme veuve Mathieu, nommée à Boulogne (Pas-de-Calais).: [796, 2218, 1015, 2277]
paragraph: Valence. — Théâtre. — Ce soir jeudi, et par le concours de la troupe de la Sortie, opéra-comique en trois actes et sept tableaux.: [796, 2056, 1015, 2103]
article-challiou: [570, 1283, 782, 1440]
paragraph: — Eh bien, oui ! s'est-il écrié, je suis bien Ravachol, mais cela prouve-t-il que je fais sauter les maisons ?: [341, 178, 556, 213]
paragraph: Le premier groupe s'engageait à voter pour les conseillers désignés par le deuxième, tandis que celui-ci ne devait voter pour un ou un deux appartenant au premier.: [1029, 1930, 1241, 1989]
paragraph: Néanmoins, le parquet a autorisé l'inhumation et cette affaire qui passionne encore l'opinion publique peut être considérée comme classée provisoirement.: [1029, 1304, 1241, 1351]
rubric-anastay: ANASTAY: [649, 619, 703, 631]
paragraph: Aujourd'hui jeudi, 31 courant, à 8 heures du soir, séance publique du Conseil municipal à l'Hôtel de Ville.: [1255, 716, 1485, 751]
paragraph: Quelques anciens camarades d'Anastay ont écrit à Me Henri Robert pour réclamer son intervention auprès des ministres de la guerre et de la justice, et le défenseur d'Anastay vient d'envoyer à M. de Freycinet et à M. Ricard, une lettre par laquelle il demande que son client, s'il est vrai qu'il ait été militaire, soit jugé par les armes.: [570, 736, 782, 842]
paragraph: Puis la conversation continuant sur ce thème, le compagnon me demanda si je logeais dans la maison et si j'étais seul. Je ne m'expliquai pas cette dernière question, mais on conçoit je ne me souciais nullement de l'avoir pour camarade de lit. Je lui répondis négativement. Il en parut quelque peu désappointé. Sans doute avait-il l'intention de me demander à le loger. Enfin il partit.: [118, 801, 326, 930]
paragraph: M. d'Hulst a écrit au président du conseil pour le prévenir qu'il comptait lui adresser une question à l'une des prochaines séances de la Chambre sur les incidents de dimanche à l'église Saint-Joseph. Une instruction étant ouverte, M. Loubet ne pourra répondre immédiatement à M. d'Hulst.: [341, 970, 556, 1064]
paragraph: produits, interrompant toutes les voies de communications.: [796, 58, 1015, 81]
paragraph: La gendarmerie prévenue à 7 heures du matin, s'est de suite rendue sur les lieux et a dressé procès-verbal.: [570, 1904, 782, 1940]
article-rhone-continued: [796, 58, 1015, 683]
subheading-loire: LOIRE: [887, 1200, 924, 1212]
paragraph: — C'était la première nouvelle pour nous, dit le garçon; nous n'en avions encore entendu parler par personne.: [118, 577, 326, 613]
paragraph: Le jour suivant, avant qu'on le signalement qu'on donnait de Ravachol dans les journaux, je trouvai qu'il lui ressemblait, aussi ai-je été très étonné quand ce matin vers onze heures je l'ai vu revenir dans notre établissement.: [118, 1010, 326, 1081]
paragraph: L'Union anti-cléricale des républicains radicaux, qui compte actuellement 61 membres, a adopté à l'unanimité la déclaration dont nous avons publié le texte jeudi dernier.: [341, 1390, 556, 1449]
section-heading-tassin: Commune de Tassin-la-Demi-Lune: [1029, 1358, 1241, 1383]
paragraph: Trévoux. — Le crime de Marlieux. — M. le juge d'instruction s'occupe très activement de l'affaire Martin ; plusieurs témoins doivent être entendus aujourd'hui.: [796, 1132, 1015, 1179]
paragraph: Tentative de suicide. — La fille Isabelle Cognet, âgée de 13 ans, dont nous avons annoncé la disparition et la réintégration au domicile paternel, a été visitée par le docteur Gronot, qui a déclaré qu'elle n'avait été victime d'aucun attentat odieux, comme on le supposait de prime abord, croyant qu'elle avait été emmenée par un homme qui aurait abusé d'elle.: [796, 1417, 1015, 1523]
paragraph: L'empereur n'a pas voulu m'écouter, a ajouté le prince, et aujourd'hui il se trouve en conflit avec le monde et, ne pouvant donner satisfaction à personne, il a abaissé et diminué le prestige des Hohenzollern et se trouve en ce moment dans un état d'esprit inquiétant. »: [570, 299, 782, 381]
paragraph: Le train qui part de Lyon-Saint-Just à 6 heures 20 du soir n'est arrivé en gare de Messimy qu'à 11 heures, après des difficultés inouïes. Là, impossible d'aller plus loin. Toutes communications entre Lyon et Mornant sont absolument coupées ; les tranchées du chemin de fer ont jusqu'à 4 et 5 mètres de neige. Des équipes nombreuses d'ouvriers sont occupées à déblayer la voie.: [796, 86, 1015, 192]
paragraph: Le capitaine Moine devait quitter Marseille vendredi avec son régiment, qui va remplacer à Valence le 6e hussards lequel vient tenir garnison à Marseille.: [570, 1200, 782, 1247]
subheading-armee: Commission de l'Armée: [382, 1245, 515, 1257]
paragraph: Les conseillers de ce premier groupe, afin d'empêcher que les animosités personnelles ne fissent échouer l'entente, se retirèrent patriotiquement et en faisaient renoncer, comme le permet la loi, par les électeurs de la commune contre lesquels leurs collègues du second groupe n'avaient pas de rancunes particulières. Malgré cette abnégation, leurs collègues ont préféré voter et s'entendre avec les conservateurs pour sacrifier leurs animosités au triomphe du principe républicain. Voilà pourquoi la délégation de la Demi-Lune avait été panachée au lieu d'être complètement républicaine.: [1029, 1994, 1241, 2170]
paragraph: La commission a approuvé une proposition de M. Dreyfus, tendant au même but.: [341, 1335, 556, 1371]
paragraph: Hauteur du baromètre : 761. — Température, + 6°. — Direction du vent : Nord. — Maximum de température dans les vingt-quatre heures + 9°. — Minimum de température dans les 24 heures : + 0°.: [1255, 438, 1485, 497]
paragraph: On le dit en Belgique, où il s'apprête à initier les populations brabançonnes aux dernières innovations du Théâtre-Réaliste.: [570, 949, 782, 985]
paragraph: La famille d'Anastay, depuis l'arrestation de l'assassin, a fait tous ses efforts pour faire déclarer le meurtrier irresponsable. Voyant l'inutilité de leurs démarches, les personnes intéressées ont essayé de soulever l'incompétence des tribunaux civils.: [570, 649, 782, 732]
section-heading-artillerie: Les Perfectionnements de l'Artillerie: [341, 434, 556, 486]
paragraph: Les tissus pourront être envoyés sous forme de collections préparées ; les liquides devront être distribués en un certain nombre de fioles, pouvant être distribuées, aux visiteurs des musées, à titre d'échantillons. Les mêmes dispositions devront être observées autant que possible pour les envois de conserves et de produits alimentaires de tous genres.: [1255, 1377, 1485, 1471]
paragraph: — Trouvé mort. — Hier, vers cinq heures du matin, un manchot, le nommé Zacharie Dreyfus, âgé de 54 ans, a été trouvé mort dans une écurie à Saint-Jean-d'Ardières (Rhône), où un abri lui avait été donné par le sieur Chaffanjon, propriétaire, pour y passer la nuit du 28 au 29 courant.: [570, 1818, 782, 1900]
paragraph: Épouvanté par ce spectacle, M. Bouzon, fils, va chercher le docteur Delay. Celui-ci, après les premières constatations, crut de son devoir de faire prévenir le parquet et la gendarmerie qui se rendirent immédiatement sur les lieux et commencèrent une enquête pendant laquelle M. le docteur Delay procéda à l'autopsie.: [1029, 963, 1241, 1069]
article-drome-continued: [1029, 58, 1241, 192]
paragraph: Vienne. — Incendie. — Ce matin, entre 5 heures et 5 heures et 1/2, un incendie s'est déclaré au hameau de Mont-Arnaud dans la maison de campagne du sieur Claude Decourt.: [1029, 211, 1241, 270]
paragraph: M. le ministre vient de décider que les candidats aux bourses de l'enseignement secondaire moderne seraient interrogés soit sur l'allemand, soit sur l'anglais.: [1255, 772, 1485, 819]
paragraph: — Ah ! malheur, s'appeler Porte, disait sentencieusement notre homme en sortant, et se voir refuser la porte du temple ; on a bien raison de dire qu'il n'y a plus de religion.: [796, 1068, 1015, 1127]
paragraph: Le correspondant du Times à Paris dit que M. de Bismarck a déclaré dans une entrevue qu'avant de se démettre de ses fonctions il avait averti l'empereur que les artisans dont il voulait améliorer le sort ne se plaisaient que d'ingratitude et lui jetteraient des pierres dès qu'ils verraient que, pas plus qu'un autre, il ne pouvait leur donner la tranquillité pour le pain que Henri IV.: [570, 177, 782, 294]
paragraph: M. Guimet nous écrit que plusieurs candidats sont en présence et que rien n'a été encore décidé.: [1255, 1240, 1485, 1276]
dateline: Londres, 30 mars.: [632, 161, 720, 173]
paragraph: Nous avons annoncé hier que M. Martini, de Marseille, devenait directeur du Théâtre Bellecour et avait passé un bail avec M. Guimet.: [1255, 1189, 1485, 1236]
paragraph: « La bourgeoisie, disait-il, est une plaie sociale. Tant que les patrons n'auront pas reçu quelques bonnes leçons, les ouvriers ne seront traités par eux que comme des serfs. Il faut chambarder tout, etc.: [118, 646, 326, 705]
paragraph: Le programme comporte l'interprétation de poésies et une conférence sur Joséphin Soulary.: [1255, 1769, 1485, 1804]
paragraph: Ce magistrat est renvoyé devant la cour d'assises, comme prévenu d'avoir établi de faux certificats dans le but de faire dispenser l'un de ses fils du service militaire.: [341, 1755, 556, 1814]
paragraph: La commission de réforme des impôts a décidé qu'il n'y avait pas lieu de s'opposer aux propositions contenues dans le budget de 1893.: [341, 1468, 556, 1515]
paragraph: Vers quatre heures, il était brusquement mis en présence de Chaumartin, que l'on venait d'amener à Mazas. Sans hésitation, Chaumartin le reconnut.: [118, 191, 326, 250]
paragraph: On annonce que M. de Chirac, ex-directeur du Théâtre-Réaliste, qui fut condamné récemment à quinze mois de prison pour outrage aux mœurs, devait se constituer prisonnier avant-hier. Il a préféré, paraît-il, mettre la frontière entre lui et la justice.: [570, 862, 782, 944]
dateline: Barcelone, 30 mars.: [627, 78, 725, 90]
paragraph: Petit courrier universitaire :: [1267, 756, 1404, 768]
dateline: Aix, 30 mars.: [644, 1461, 708, 1473]
paragraph: Dont acte.: [1267, 1280, 1318, 1292]
column-4: [796, 58, 1015, 2277]
paragraph: Le prix du banquet est fixé à 3 francs.: [808, 1909, 994, 1921]
paragraph: Deux mille cinq cents viticulteurs de la Navarre ont adressé une pétition demandant le rétablissement des relations commerciales avec la France.: [570, 94, 782, 141]
paragraph: Dans la lutte qu'il a soutenue contre les agents, Ravachol a reçu de nombreux coups ; il porte de fortes contusions à l'œil gauche.: [118, 427, 326, 474]
article-orne: [341, 1851, 556, 1961]
paragraph: L'état-major général propose une première acquisition de trente tourelles oscillantes.: [341, 740, 556, 775]
paragraph: On s'est borné à circonscrire le foyer de l'incendie et, malgré de louables efforts, la maison a été la proie des flammes.: [570, 1685, 782, 1721]
column-3: [570, 58, 782, 2276]
paragraph: Musées commerciaux aux colonies :: [1267, 1297, 1443, 1309]
paragraph: Au moment où, par delà la frontière, on étudie anxieusement le problème du canon à tir rapide, il n'est pas sans intérêt, en face d'expériences un engin du même ordre en si bon fonctionnement.: [341, 780, 556, 839]
dateline: Paris, 30 mars.: [412, 954, 485, 966]
subheading-budget: Le Budget de 1893: [395, 1454, 502, 1466]
rubric-commerce: COMMERCE FRANCO-ESPAGNOL: [582, 64, 770, 75]
article-artillerie: [341, 508, 556, 891]
paragraph: Etaient présents : MM. Michal, juge d'instruction ; Charignon, procureur de la République et Passagnoux, son substitut, Vià, commissaire de police, Thermoz et Pelloux, gendarmes.: [1029, 1073, 1241, 1132]
paragraph: On nous prie de demander à l'administration municipale si elle verrait beaucoup d'inconvénients à mettre rapidement à la disposition des médecins ses appareils de désinfection.: [1255, 998, 1485, 1057]
rubric-anarchistes: LES ANARCHISTES ESPAGNOLS: [584, 387, 768, 399]
paragraph: Ce n'est qu'à l'aide de maints avertissements et forces bourrades que le malhabile parvint à débarrasser l'église de cet intrus.: [796, 1017, 1015, 1064]
paragraph: — Tapageuse. — Hier au soir, vers sept heures et demie, la nommée Dubuisson, femme Julliard, a été conduite à la prison municipale pour tapage et injures aux agents et gardes de police.: [796, 1603, 1015, 1662]
section-heading-informations: Informations Politiques: [341, 1523, 556, 1587]
paragraph: La commission parlementaire qui s'occupe du projet de renouvellement du privilège de la Banque de France s'est réunie ce matin. Elle a commencé l'examen du rapport de M. Burdeau, distribué en épreuves aux membres de la commission. Après une longue discussion, elle adopte une clause relative à la nouvelle avance de 40 millions demandée par le gouvernement à la Banque de France.: [341, 1123, 556, 1241]
article-rhone: [570, 1611, 782, 2276]
article-isere: [1029, 211, 1241, 529]
article-anarchistes: [570, 418, 782, 568]
paragraph: Des huit colonies ou pays de protectorat sont placés sous la protection du sous-secrétariat d'Etat des colonies.: [1255, 1528, 1485, 1563]
article-anastay: [570, 650, 782, 842]
paragraph: Après une journée et demie d'inquiétude pour la population tararienne, comme d'habitude, le matin les ouvriers ont repris leur travail.: [570, 2177, 782, 2224]
